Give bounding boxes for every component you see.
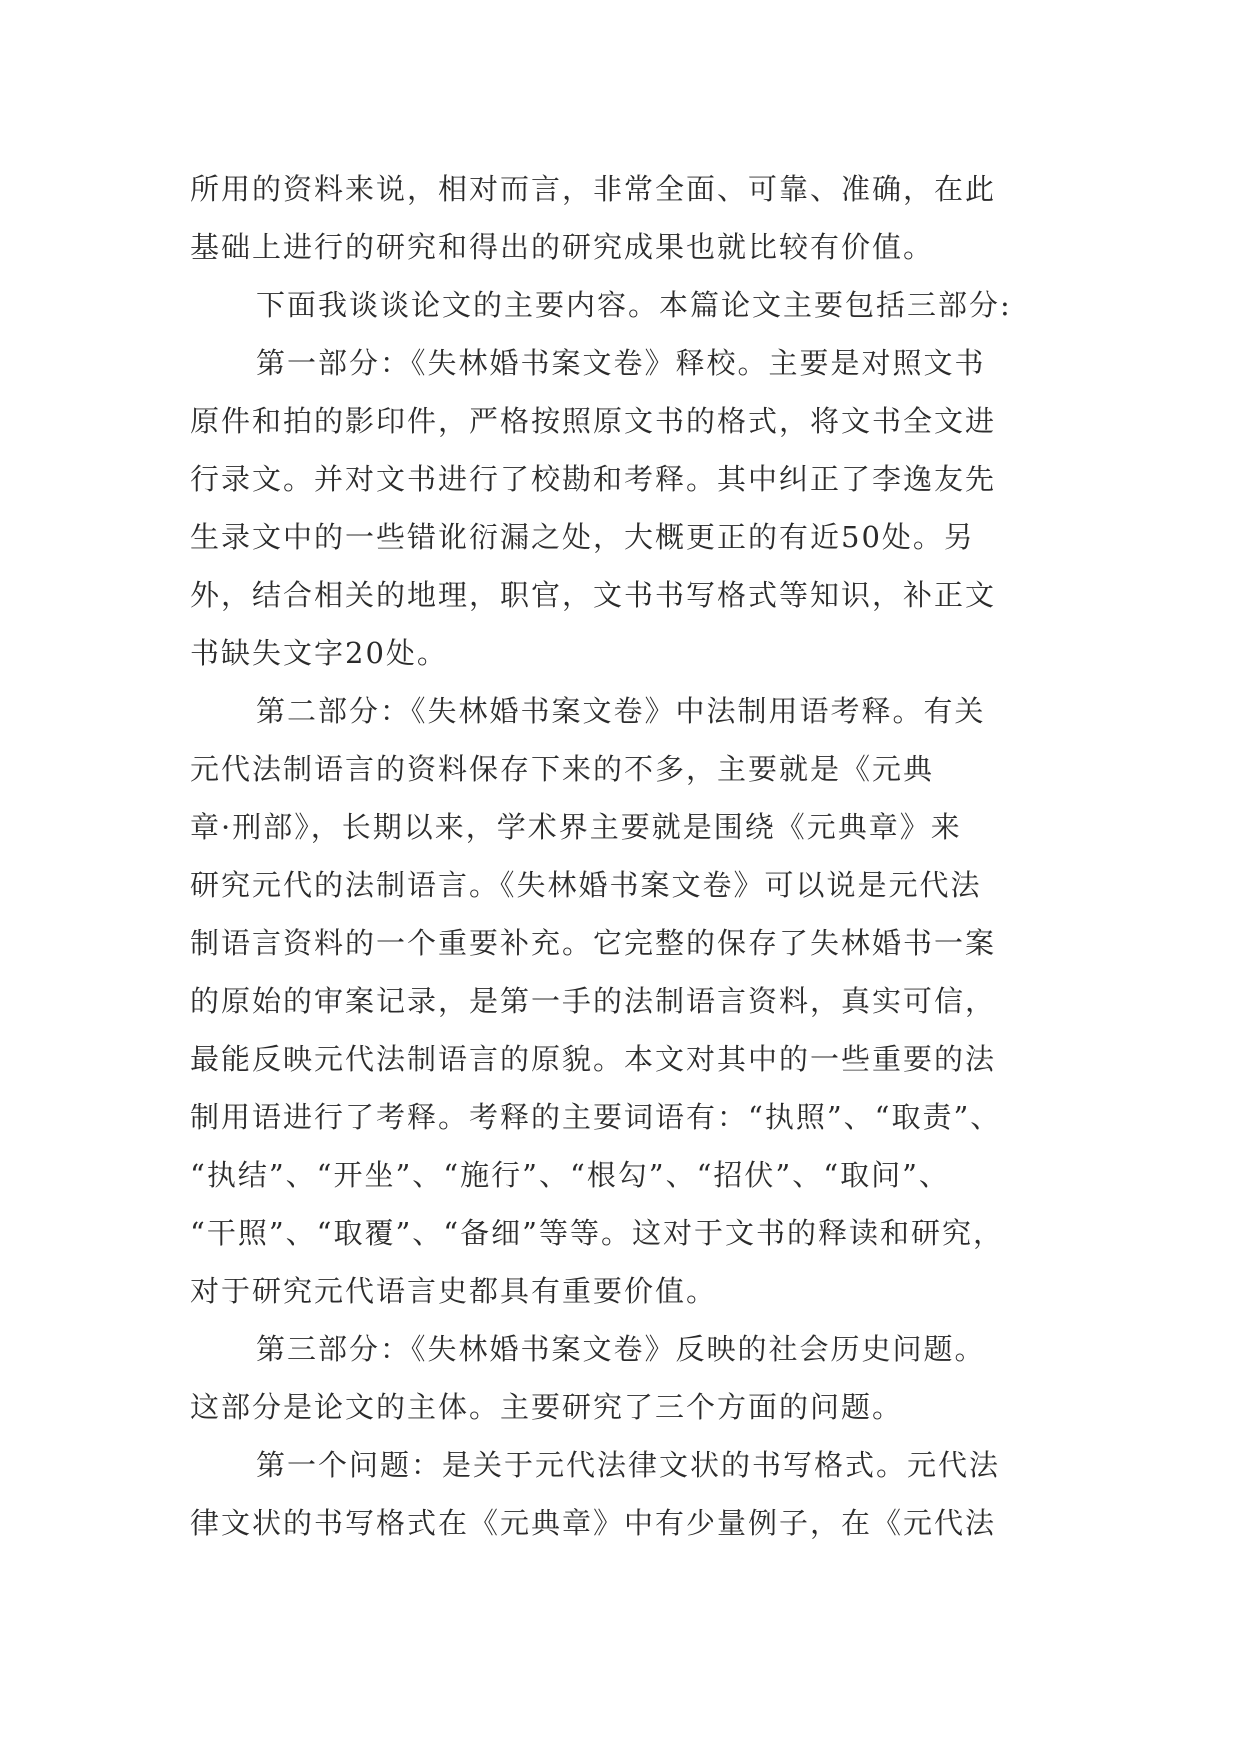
text-line: “干照”、“取覆”、“备细”等等。这对于文书的释读和研究， xyxy=(190,1216,1004,1250)
text-line: 所用的资料来说，相对而言，非常全面、可靠、准确，在此 xyxy=(190,172,997,206)
text-line: 第一部分：《失林婚书案文卷》释校。主要是对照文书 xyxy=(256,346,986,380)
text-line: 研究元代的法制语言。《失林婚书案文卷》可以说是元代法 xyxy=(190,868,982,902)
text-line: 制用语进行了考释。考释的主要词语有：“执照”、“取责”、 xyxy=(190,1100,1002,1134)
text-line: 书缺失文字20处。 xyxy=(190,636,448,670)
text-line: 的原始的审案记录，是第一手的法制语言资料，真实可信， xyxy=(190,984,997,1018)
text-line: 外，结合相关的地理，职官，文书书写格式等知识，补正文 xyxy=(190,578,997,612)
text-line: 章·刑部》，长期以来，学术界主要就是围绕《元典章》来 xyxy=(190,810,962,844)
document-body xyxy=(190,160,1070,1552)
text-line: 行录文。并对文书进行了校勘和考释。其中纠正了李逸友先 xyxy=(190,462,997,496)
text-line: 生录文中的一些错讹衍漏之处，大概更正的有近50处。另 xyxy=(190,520,975,554)
text-line: 第二部分：《失林婚书案文卷》中法制用语考释。有关 xyxy=(256,694,986,728)
text-line: 律文状的书写格式在《元典章》中有少量例子，在《元代法 xyxy=(190,1506,997,1540)
text-line: 制语言资料的一个重要补充。它完整的保存了失林婚书一案 xyxy=(190,926,997,960)
text-line: “执结”、“开坐”、“施行”、“根勾”、“招伏”、“取问”、 xyxy=(190,1158,950,1192)
text-line: 基础上进行的研究和得出的研究成果也就比较有价值。 xyxy=(190,230,935,264)
text-line: 这部分是论文的主体。主要研究了三个方面的问题。 xyxy=(190,1390,904,1424)
text-line: 原件和拍的影印件，严格按照原文书的格式，将文书全文进 xyxy=(190,404,997,438)
text-line: 最能反映元代法制语言的原貌。本文对其中的一些重要的法 xyxy=(190,1042,997,1076)
text-line: 元代法制语言的资料保存下来的不多，主要就是《元典 xyxy=(190,752,935,786)
text-line: 第一个问题：是关于元代法律文状的书写格式。元代法 xyxy=(256,1448,1001,1482)
text-line: 下面我谈谈论文的主要内容。本篇论文主要包括三部分: xyxy=(256,288,1012,322)
text-line: 对于研究元代语言史都具有重要价值。 xyxy=(190,1274,718,1308)
text-line: 第三部分：《失林婚书案文卷》反映的社会历史问题。 xyxy=(256,1332,986,1366)
